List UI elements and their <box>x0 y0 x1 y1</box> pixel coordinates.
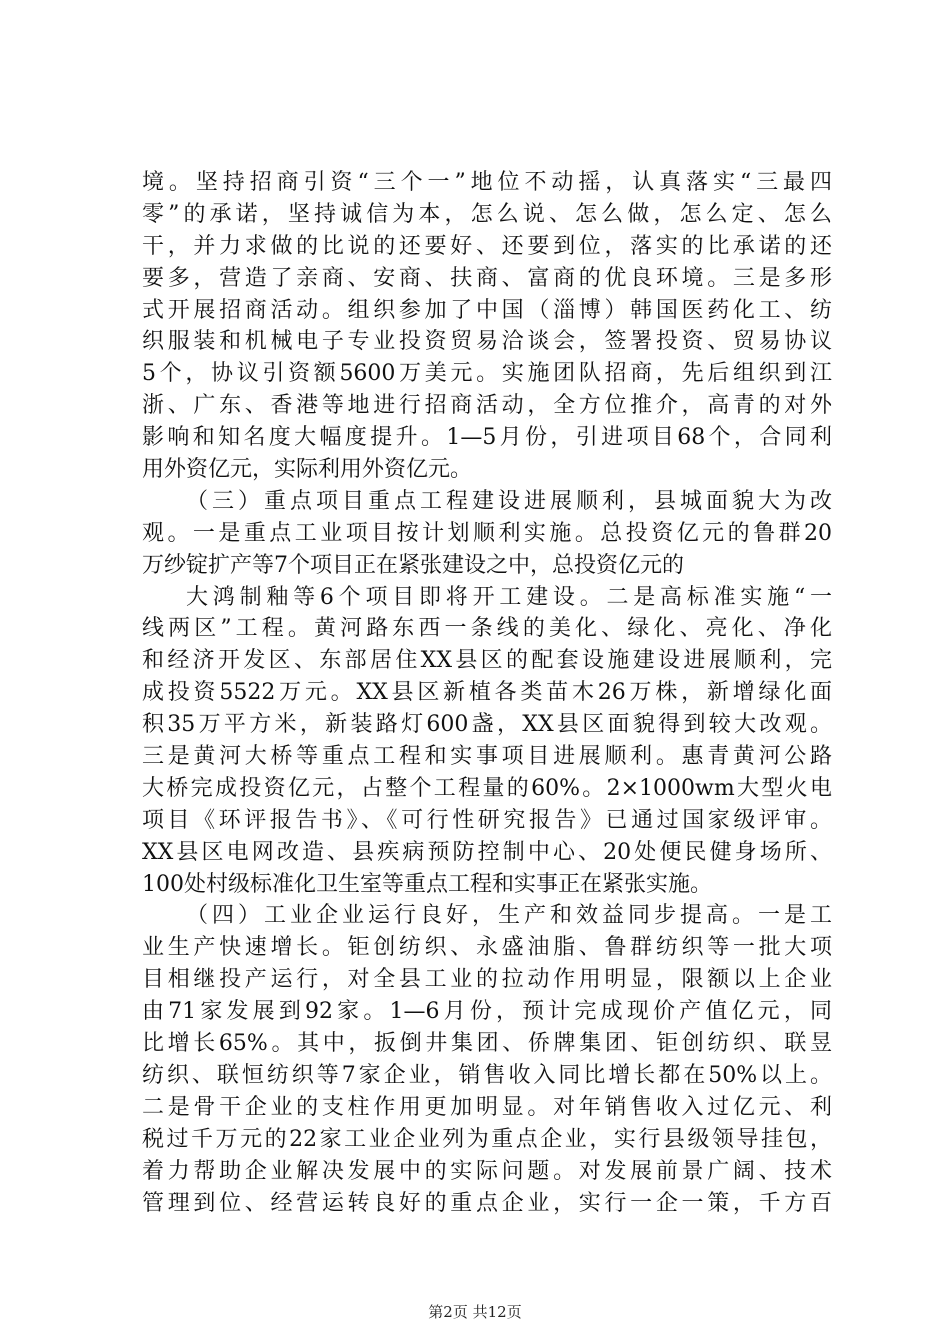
text-line: 目相继投产运行，对全县工业的拉动作用明显，限额以上企业 <box>142 967 832 993</box>
text-line: 线两区”工程。黄河路东西一条线的美化、绿化、亮化、净化 <box>142 616 832 642</box>
text-line: 浙、广东、香港等地进行招商活动，全方位推介，高青的对外 <box>142 393 832 419</box>
text-line: 境。坚持招商引资“三个一”地位不动摇，认真落实“三最四 <box>142 170 832 195</box>
text-line: 织服装和机械电子专业投资贸易洽谈会，签署投资、贸易协议 <box>142 329 832 355</box>
text-line: 业生产快速增长。钜创纺织、永盛油脂、鲁群纺织等一批大项 <box>142 935 832 961</box>
text-line: 成投资5522万元。XX县区新植各类苗木26万株，新增绿化面 <box>142 680 832 706</box>
text-line: 大桥完成投资亿元，占整个工程量的60%。2×1000wm大型火电 <box>142 775 832 801</box>
text-line: 5个，协议引资额5600万美元。实施团队招商，先后组织到江 <box>142 361 832 387</box>
text-line: 零”的承诺，坚持诚信为本，怎么说、怎么做，怎么定、怎么 <box>142 201 832 227</box>
text-line: 着力帮助企业解决发展中的实际问题。对发展前景广阔、技术 <box>142 1158 832 1184</box>
text-line: 税过千万元的22家工业企业列为重点企业，实行县级领导挂包， <box>142 1126 832 1152</box>
text-line: 用外资亿元，实际利用外资亿元。 <box>142 457 473 483</box>
text-line: 比增长65%。其中，扳倒井集团、侨牌集团、钜创纺织、联昱 <box>142 1031 832 1057</box>
text-line: 二是骨干企业的支柱作用更加明显。对年销售收入过亿元、利 <box>142 1094 832 1120</box>
text-line: 管理到位、经营运转良好的重点企业，实行一企一策，千方百 <box>142 1190 832 1216</box>
text-line: XX县区电网改造、县疾病预防控制中心、20处便民健身场所、 <box>142 839 832 865</box>
text-line: 由71家发展到92家。1—6月份，预计完成现价产值亿元，同 <box>142 999 832 1025</box>
text-line: 影响和知名度大幅度提升。1—5月份，引进项目68个，合同利 <box>142 425 832 451</box>
text-line: 观。一是重点工业项目按计划顺利实施。总投资亿元的鲁群20 <box>142 520 832 546</box>
text-line: 要多，营造了亲商、安商、扶商、富商的优良环境。三是多形 <box>142 265 832 291</box>
body-text <box>142 167 832 1219</box>
text-line: 万纱锭扩产等7个项目正在紧张建设之中，总投资亿元的 <box>142 552 684 578</box>
text-line: 干，并力求做的比说的还要好、还要到位，落实的比承诺的还 <box>142 233 832 259</box>
text-line: 和经济开发区、东部居住XX县区的配套设施建设进展顺利，完 <box>142 648 832 674</box>
text-line: 积35万平方米，新装路灯600盏，XX县区面貌得到较大改观。 <box>142 712 832 738</box>
page-number-footer: 第2页 共12页 <box>428 1303 522 1321</box>
text-line: 式开展招商活动。组织参加了中国（淄博）韩国医药化工、纺 <box>142 297 832 323</box>
paragraph-start-line: 大鸿制釉等6个项目即将开工建设。二是高标准实施“一 <box>186 584 832 610</box>
text-line: 100处村级标准化卫生室等重点工程和实事正在紧张实施。 <box>142 871 712 897</box>
text-line: 项目《环评报告书》、《可行性研究报告》已通过国家级评审。 <box>142 807 832 833</box>
paragraph-start-line: （四）工业企业运行良好，生产和效益同步提高。一是工 <box>186 903 832 929</box>
text-line: 纺织、联恒纺织等7家企业，销售收入同比增长都在50%以上。 <box>142 1062 832 1088</box>
paragraph-start-line: （三）重点项目重点工程建设进展顺利，县城面貌大为改 <box>186 488 832 514</box>
text-line: 三是黄河大桥等重点工程和实事项目进展顺利。惠青黄河公路 <box>142 744 832 770</box>
